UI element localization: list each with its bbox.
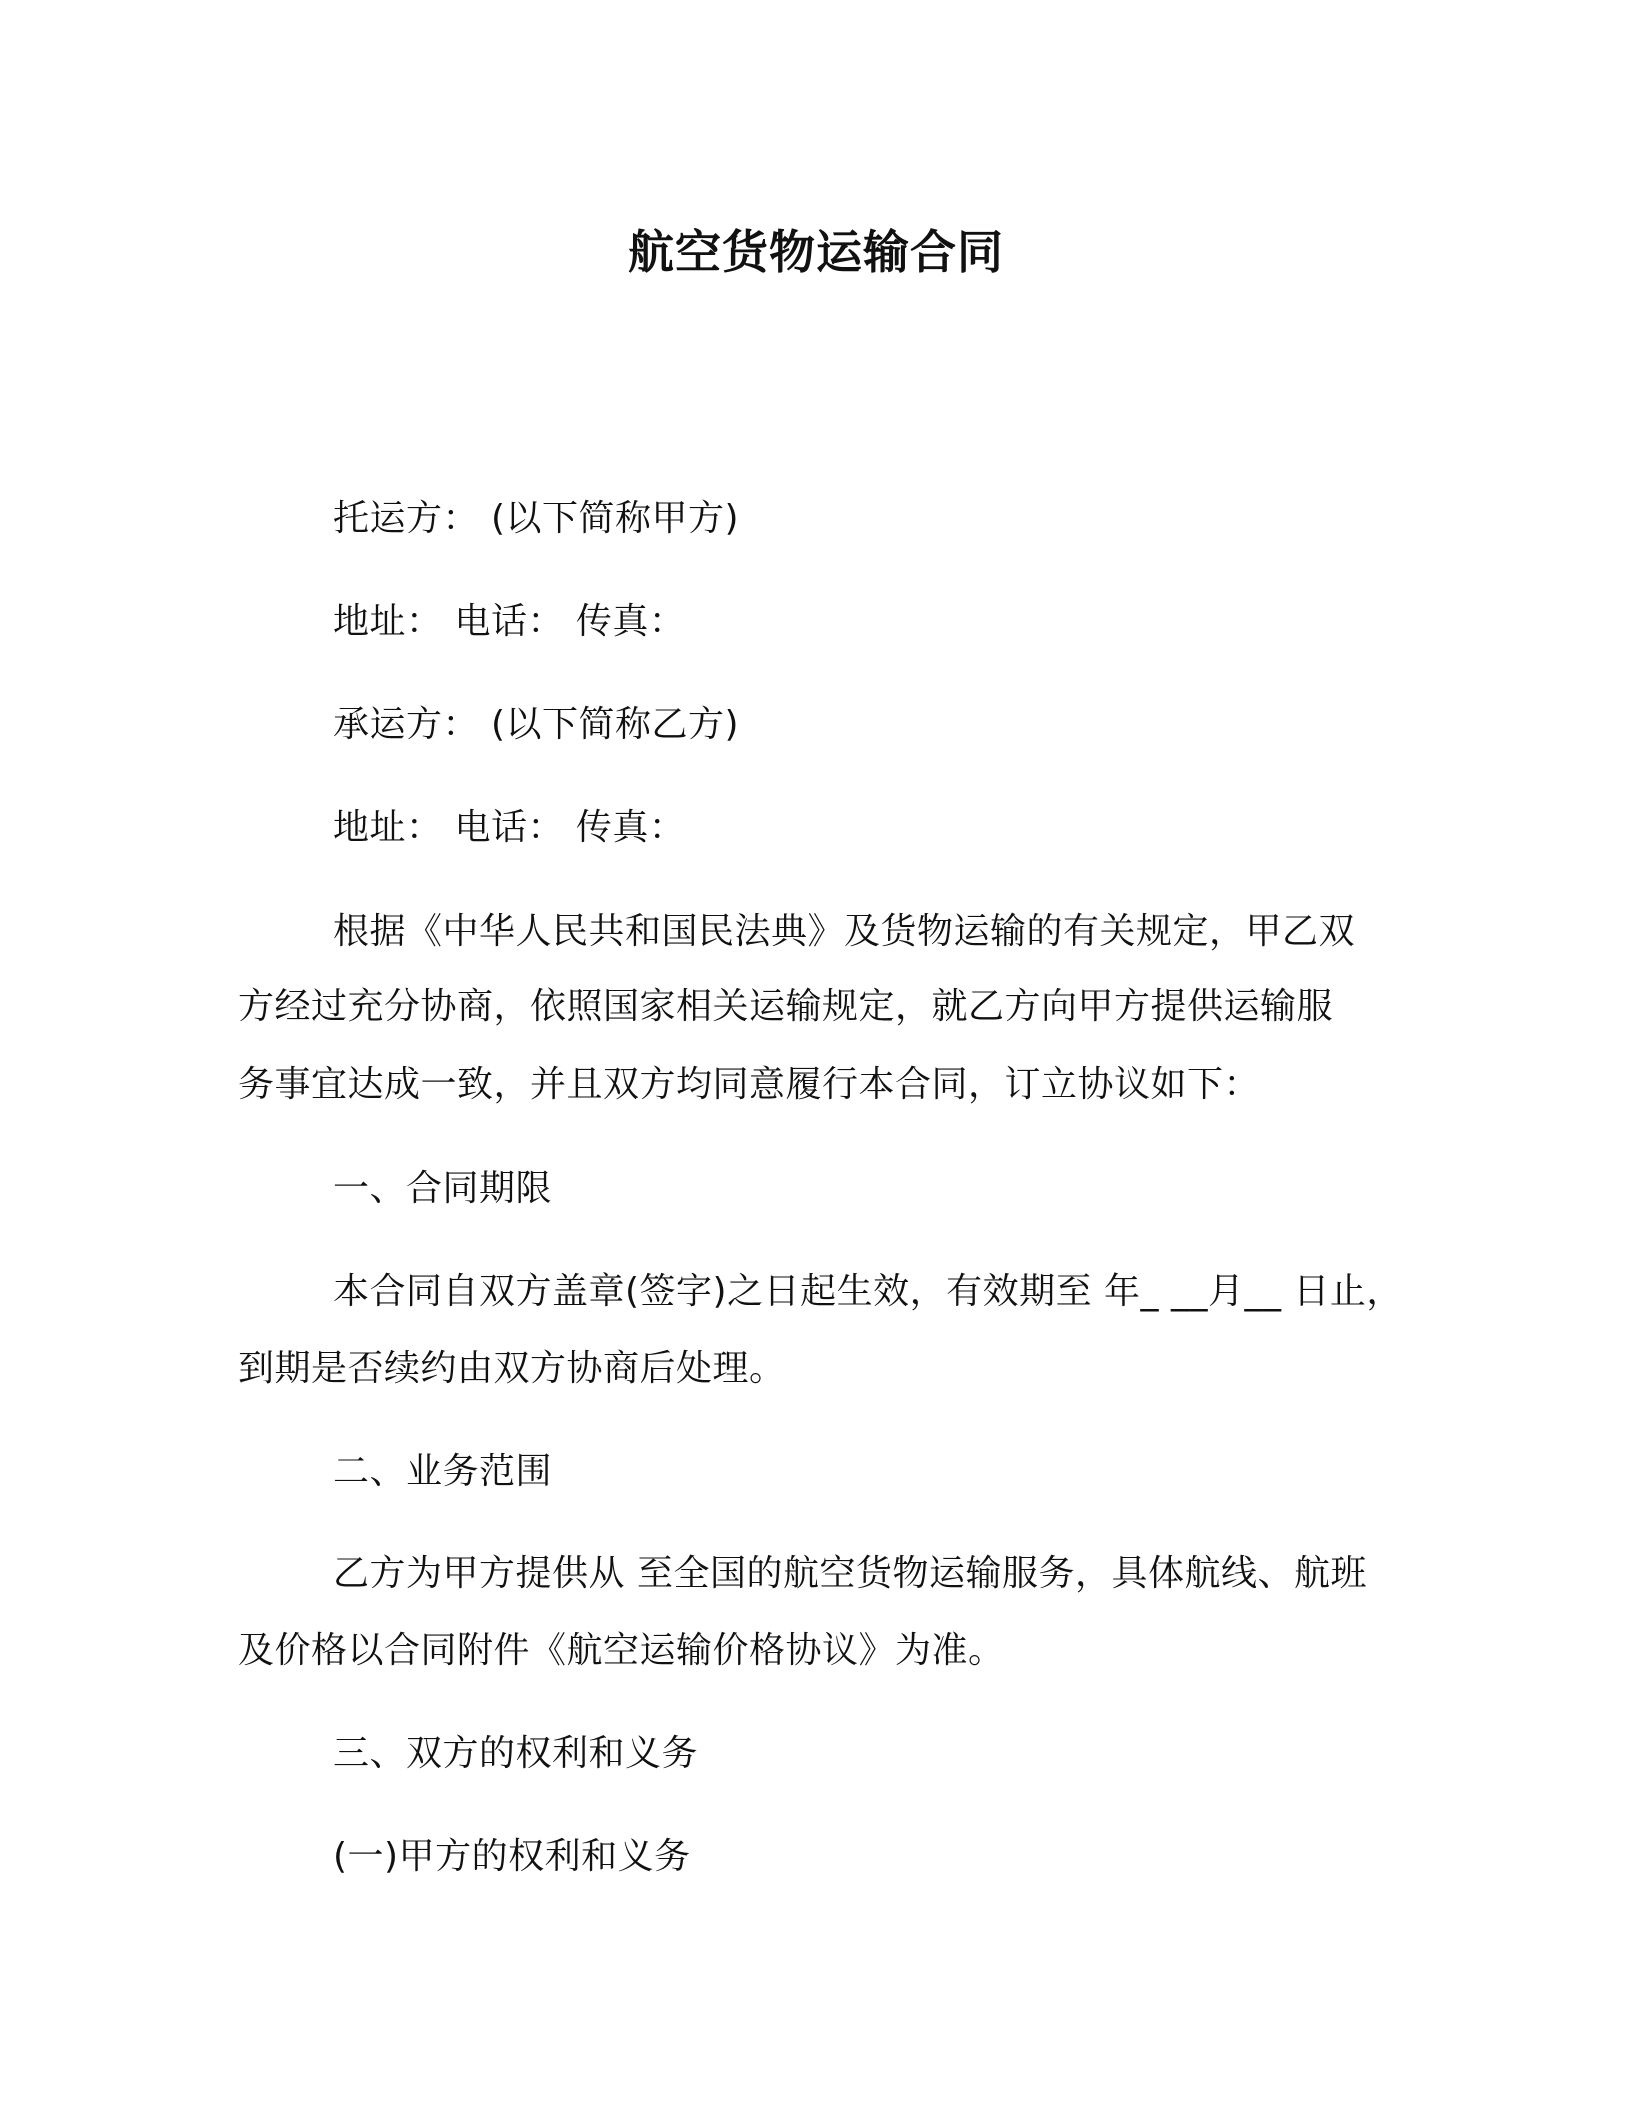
section3-subheading-1: (一)甲方的权利和义务 <box>333 1836 691 1877</box>
section1-body-line-1: 本合同自双方盖章(签字)之日起生效，有效期至 年_ __月__ 日止， <box>333 1271 1403 1312</box>
shipper-line: 托运方： (以下简称甲方) <box>333 498 740 539</box>
section3-heading: 三、双方的权利和义务 <box>333 1733 699 1774</box>
section1-body-line-2: 到期是否续约由双方协商后处理。 <box>238 1348 786 1389</box>
section2-body-line-1: 乙方为甲方提供从 至全国的航空货物运输服务，具体航线、航班 <box>333 1553 1367 1594</box>
carrier-line: 承运方： (以下简称乙方) <box>333 704 740 745</box>
carrier-contact-line: 地址： 电话： 传真： <box>333 807 686 848</box>
preamble-line-3: 务事宜达成一致，并且双方均同意履行本合同，订立协议如下： <box>238 1064 1261 1105</box>
shipper-contact-line: 地址： 电话： 传真： <box>333 601 686 642</box>
preamble-line-2: 方经过充分协商，依照国家相关运输规定，就乙方向甲方提供运输服 <box>238 986 1334 1027</box>
section2-heading: 二、业务范围 <box>333 1451 553 1492</box>
document-title: 航空货物运输合同 <box>628 225 1004 279</box>
section1-heading: 一、合同期限 <box>333 1168 553 1209</box>
section2-body-line-2: 及价格以合同附件《航空运输价格协议》为准。 <box>238 1630 1005 1671</box>
preamble-line-1: 根据《中华人民共和国民法典》及货物运输的有关规定，甲乙双 <box>333 911 1356 952</box>
